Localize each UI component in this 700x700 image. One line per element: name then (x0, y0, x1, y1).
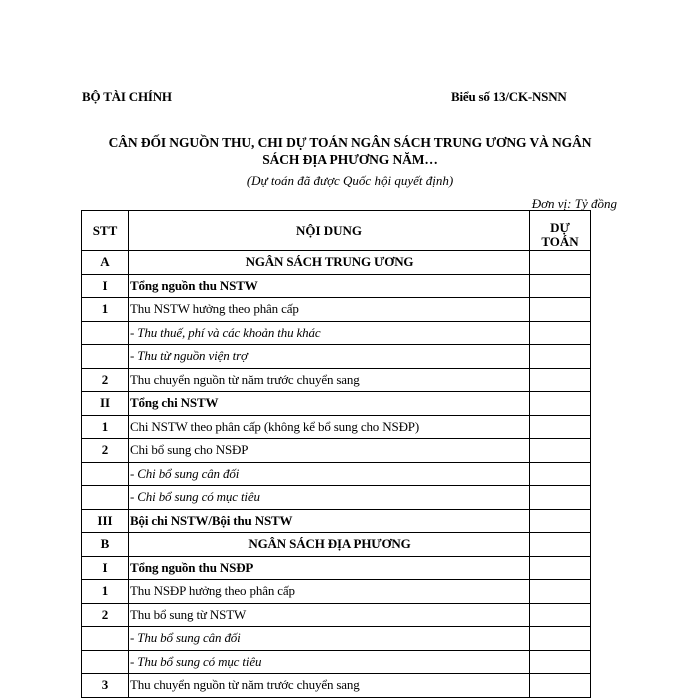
row-amount (530, 321, 591, 345)
budget-table (81, 210, 591, 698)
row-stt: 2 (82, 439, 129, 463)
table-row (82, 345, 591, 369)
row-stt (82, 345, 129, 369)
row-stt: 1 (82, 415, 129, 439)
table-row (82, 627, 591, 651)
row-stt: III (82, 509, 129, 533)
row-amount (530, 674, 591, 698)
row-amount (530, 368, 591, 392)
document-subtitle: (Dự toán đã được Quốc hội quyết định) (246, 173, 454, 188)
column-header-amount: DỰ TOÁN (530, 211, 591, 251)
table-row (82, 556, 591, 580)
row-content: Tổng nguồn thu NSTW (129, 274, 530, 298)
row-content: - Thu thuế, phí và các khoản thu khác (129, 321, 530, 345)
table-row (82, 580, 591, 604)
row-stt (82, 486, 129, 510)
row-amount (530, 650, 591, 674)
row-content: - Thu bổ sung có mục tiêu (129, 650, 530, 674)
ministry-name: BỘ TÀI CHÍNH (82, 89, 172, 104)
row-content: Chi bổ sung cho NSĐP (129, 439, 530, 463)
table-row (82, 650, 591, 674)
table-row (82, 486, 591, 510)
form-number: Biểu số 13/CK-NSNN (451, 89, 567, 104)
row-content: - Thu bổ sung cân đối (129, 627, 530, 651)
row-content: Thu bổ sung từ NSTW (129, 603, 530, 627)
row-content: NGÂN SÁCH TRUNG ƯƠNG (129, 251, 530, 275)
row-amount (530, 556, 591, 580)
row-stt (82, 321, 129, 345)
column-header-content: NỘI DUNG (129, 211, 530, 251)
document-title (90, 134, 610, 168)
table-row (82, 462, 591, 486)
unit-label: Đơn vị: Tỷ đồng (531, 196, 617, 211)
row-amount (530, 415, 591, 439)
row-amount (530, 580, 591, 604)
table-body (82, 251, 591, 698)
title-line-1: CÂN ĐỐI NGUỒN THU, CHI DỰ TOÁN NGÂN SÁCH TRUNG ƯƠNG VÀ NGÂN (108, 135, 592, 150)
row-stt: 2 (82, 368, 129, 392)
row-amount (530, 274, 591, 298)
row-stt: 1 (82, 580, 129, 604)
row-stt (82, 627, 129, 651)
table-row (82, 298, 591, 322)
title-line-2: SÁCH ĐỊA PHƯƠNG NĂM… (262, 152, 438, 167)
column-header-stt: STT (82, 211, 129, 251)
table-row (82, 392, 591, 416)
row-stt: 2 (82, 603, 129, 627)
row-stt: B (82, 533, 129, 557)
row-content: Thu chuyển nguồn từ năm trước chuyển sang (129, 674, 530, 698)
table-row (82, 321, 591, 345)
table-row (82, 415, 591, 439)
table-row (82, 368, 591, 392)
row-stt: A (82, 251, 129, 275)
table-row (82, 274, 591, 298)
row-amount (530, 486, 591, 510)
row-amount (530, 462, 591, 486)
row-content: - Chi bổ sung có mục tiêu (129, 486, 530, 510)
table-row (82, 533, 591, 557)
table-header-row (82, 211, 591, 251)
row-content: - Thu từ nguồn viện trợ (129, 345, 530, 369)
row-amount (530, 251, 591, 275)
table-row (82, 603, 591, 627)
row-amount (530, 509, 591, 533)
row-stt: I (82, 556, 129, 580)
row-stt: I (82, 274, 129, 298)
row-content: Thu chuyển nguồn từ năm trước chuyển sang (129, 368, 530, 392)
row-amount (530, 603, 591, 627)
row-stt (82, 650, 129, 674)
row-content: Tổng nguồn thu NSĐP (129, 556, 530, 580)
table-row (82, 674, 591, 698)
row-amount (530, 439, 591, 463)
row-content: NGÂN SÁCH ĐỊA PHƯƠNG (129, 533, 530, 557)
row-content: Thu NSTW hưởng theo phân cấp (129, 298, 530, 322)
row-stt (82, 462, 129, 486)
row-content: Bội chi NSTW/Bội thu NSTW (129, 509, 530, 533)
row-content: Tổng chi NSTW (129, 392, 530, 416)
row-stt: 3 (82, 674, 129, 698)
row-amount (530, 298, 591, 322)
row-amount (530, 627, 591, 651)
row-amount (530, 345, 591, 369)
row-content: Thu NSĐP hưởng theo phân cấp (129, 580, 530, 604)
row-content: Chi NSTW theo phân cấp (không kể bổ sung cho NSĐP) (129, 415, 530, 439)
row-content: - Chi bổ sung cân đối (129, 462, 530, 486)
table-row (82, 439, 591, 463)
row-stt: 1 (82, 298, 129, 322)
row-amount (530, 533, 591, 557)
table-row (82, 509, 591, 533)
row-stt: II (82, 392, 129, 416)
row-amount (530, 392, 591, 416)
table-row (82, 251, 591, 275)
